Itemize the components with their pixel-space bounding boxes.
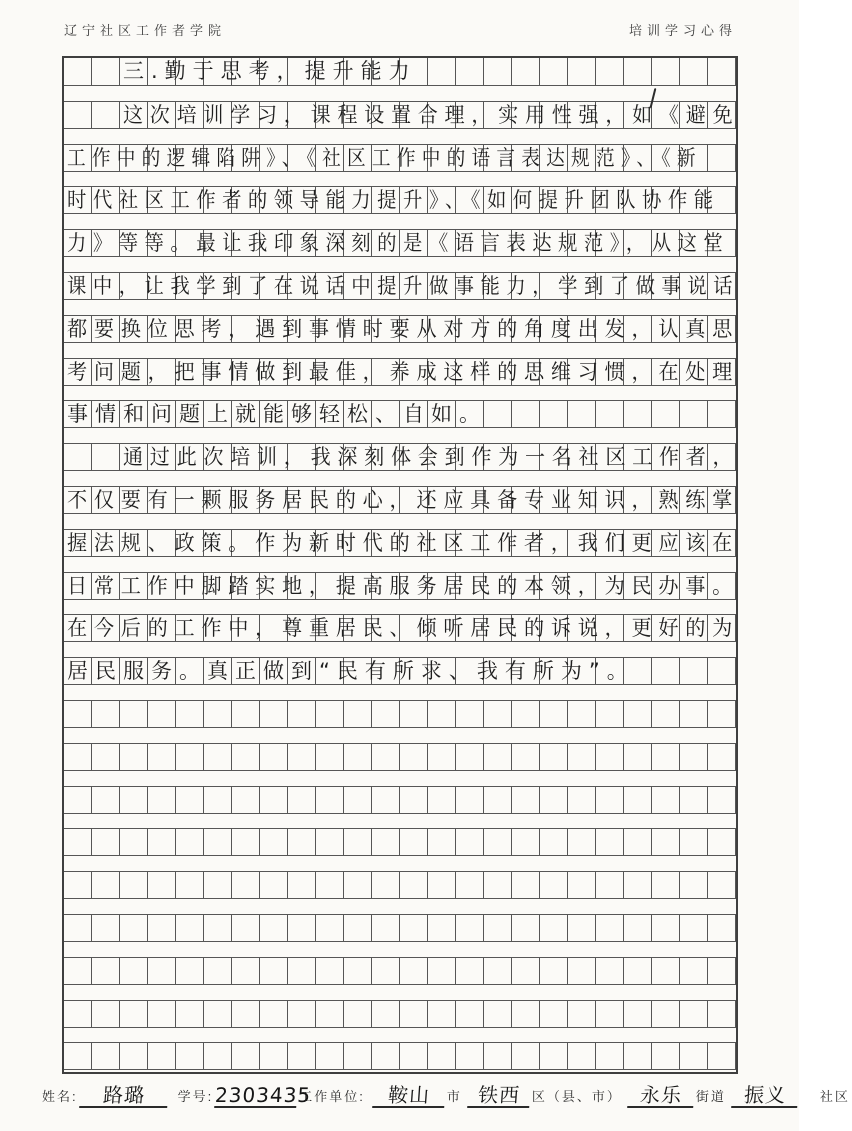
grid-row xyxy=(64,443,740,471)
handwritten-line: 三.勤于思考，提升能力 xyxy=(123,59,417,83)
grid-row xyxy=(64,58,736,86)
grid-row xyxy=(64,828,736,856)
street-suffix-label: 街道 xyxy=(695,1089,726,1104)
handwritten-line: 考问题，把事情做到最佳，养成这样的思维习惯，在处理 xyxy=(67,359,739,384)
grid-row xyxy=(64,229,736,257)
community-suffix-label: 社区 xyxy=(819,1089,850,1104)
student-id-label: 学号: xyxy=(177,1089,214,1104)
handwritten-line: 事情和问题上就能够轻松、自如。 xyxy=(67,402,487,427)
grid-row xyxy=(64,315,739,343)
grid-row xyxy=(64,1042,736,1070)
district-suffix-label: 区（县、市） xyxy=(531,1089,622,1104)
grid-row xyxy=(64,914,736,942)
work-unit-label: 工作单位: xyxy=(299,1089,365,1104)
grid-row xyxy=(64,614,739,642)
handwritten-line: 在今后的工作中，尊重居民、倾听居民的诉说，更好的为 xyxy=(67,616,739,641)
handwritten-line: 日常工作中脚踏实地，提高服务居民的本领，为民办事。 xyxy=(67,573,739,598)
grid-row xyxy=(64,743,736,771)
handwritten-line: 通过此次培训，我深刻体会到作为一名社区工作者， xyxy=(123,445,740,470)
street-handwritten: 永乐 xyxy=(627,1084,695,1108)
footer-form xyxy=(40,1083,850,1108)
grid-row xyxy=(64,1000,736,1028)
grid-row xyxy=(64,871,736,899)
grid-row xyxy=(64,186,736,214)
grid-row xyxy=(64,400,736,428)
handwritten-line: 这次培训学习，课程设置合理，实用性强，如《避免 xyxy=(123,102,740,127)
handwritten-line: 工作中的逻辑陷阱》、《社区工作中的语言表达规范》、《新 xyxy=(67,145,702,170)
header-left-title: 辽宁社区工作者学院 xyxy=(64,23,227,38)
handwritten-line: 课中，让我学到了在说话中提升做事能力，学到了做事说话 xyxy=(67,273,739,298)
grid-row xyxy=(64,529,739,557)
name-label: 姓名: xyxy=(42,1089,78,1104)
city-handwritten: 鞍山 xyxy=(372,1084,446,1108)
grid-row xyxy=(64,700,736,728)
handwritten-line: 居民服务。真正做到“民有所求、我有所为”。 xyxy=(67,659,635,684)
grid-row xyxy=(64,572,739,600)
community-handwritten: 振义 xyxy=(731,1084,799,1108)
city-suffix-label: 市 xyxy=(446,1089,462,1104)
student-id-handwritten: 2303435 xyxy=(214,1083,313,1107)
grid-row xyxy=(64,486,739,514)
grid-row xyxy=(64,272,739,300)
district-handwritten: 铁西 xyxy=(467,1084,531,1108)
header-right-title: 培训学习心得 xyxy=(628,23,737,38)
handwritten-line: 时代社区工作者的领导能力提升》、《如何提升团队协作能 xyxy=(67,188,720,213)
grid-row xyxy=(64,144,736,172)
name-handwritten: 路璐 xyxy=(79,1084,169,1108)
grid-row xyxy=(64,957,736,985)
handwritten-line: 都要换位思考，遇到事情时要从对方的角度出发，认真思 xyxy=(67,316,739,341)
grid-row xyxy=(64,657,736,685)
page-header xyxy=(64,20,737,39)
handwritten-line: 力》等等。最让我印象深刻的是《语言表达规范》，从这堂 xyxy=(67,231,730,256)
handwritten-line: 握法规、政策。作为新时代的社区工作者，我们更应该在 xyxy=(67,530,739,555)
grid-row xyxy=(64,101,740,129)
grid-paper xyxy=(62,56,738,1074)
grid-row xyxy=(64,786,736,814)
grid-row xyxy=(64,358,739,386)
handwritten-line: 不仅要有一颗服务居民的心，还应具备专业知识，熟练掌 xyxy=(67,487,739,512)
